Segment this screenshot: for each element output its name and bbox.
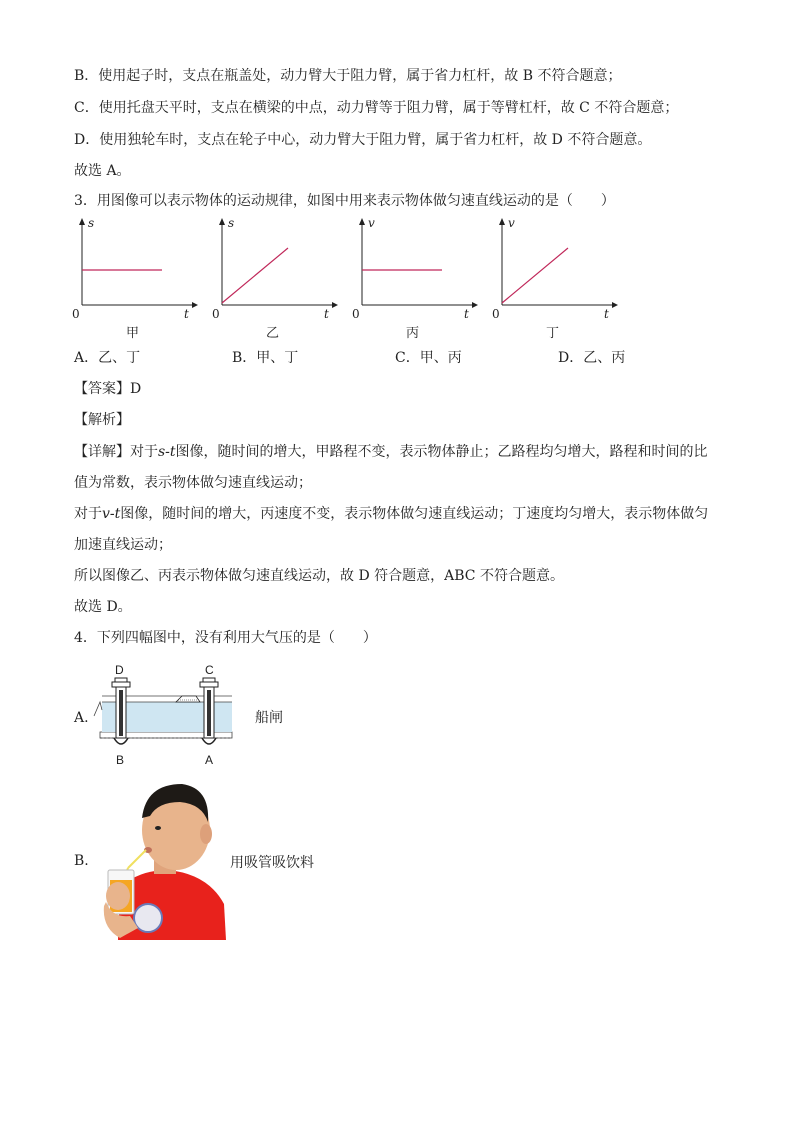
ship-lock-caption: 船闸 — [255, 710, 283, 726]
text-conclusion: 故选 A。 — [74, 163, 131, 179]
lock-label-c: C — [205, 663, 214, 677]
graph-jia — [70, 215, 200, 340]
detail-line-2: 值为常数，表示物体做匀速直线运动； — [74, 475, 312, 491]
q4-option-b-letter[interactable]: B. — [74, 853, 89, 869]
ship-lock-diagram — [92, 662, 242, 770]
graph-jia-origin: 0 — [72, 307, 80, 321]
option-d[interactable]: D．乙、丙 — [558, 350, 626, 366]
graph-jia-xlabel: t — [184, 307, 189, 321]
graph-jia-name: 甲 — [126, 326, 140, 341]
option-a[interactable]: A．乙、丁 — [74, 350, 141, 366]
lock-label-d: D — [115, 663, 124, 677]
graph-ding-line — [502, 248, 568, 303]
graph-bing-name: 丙 — [406, 326, 420, 341]
graph-ding — [490, 215, 620, 340]
detail-line-3: 对于v-t图像，随时间的增大，丙速度不变，表示物体做匀速直线运动；丁速度均匀增大，表示物体做匀 — [74, 506, 709, 522]
option-c[interactable]: C．甲、丙 — [395, 350, 462, 366]
graph-yi — [210, 215, 340, 340]
text-line-c: C．使用托盘天平时，支点在横梁的中点，动力臂等于阻力臂，属于等臂杠杆，故 C 不符合题意； — [74, 100, 679, 116]
analysis-tag: 【解析】 — [74, 412, 130, 428]
graph-ding-name: 丁 — [546, 326, 560, 341]
graph-yi-xlabel: t — [324, 307, 329, 321]
boy-drinking-photo — [98, 778, 228, 940]
question-4-stem: 4．下列四幅图中，没有利用大气压的是（ ） — [74, 630, 377, 646]
graph-ding-xlabel: t — [604, 307, 609, 321]
graph-yi-line — [222, 248, 288, 303]
graph-bing-ylabel: v — [368, 216, 375, 230]
answer-line — [74, 379, 141, 399]
lock-label-b: B — [116, 753, 125, 767]
graph-yi-name: 乙 — [266, 326, 280, 341]
graph-jia-ylabel: s — [88, 216, 95, 230]
detail-line-5: 所以图像乙、丙表示物体做匀速直线运动，故 D 符合题意，ABC 不符合题意。 — [74, 568, 564, 584]
q4-option-a-letter[interactable]: A. — [74, 710, 89, 726]
graph-yi-ylabel: s — [228, 216, 235, 230]
drinking-caption: 用吸管吸饮料 — [230, 855, 314, 871]
graph-bing-origin: 0 — [352, 307, 360, 321]
detail-tag: 【详解】 — [74, 444, 130, 460]
detail-line-6: 故选 D。 — [74, 599, 132, 615]
text-line-d: D．使用独轮车时，支点在轮子中心，动力臂大于阻力臂，属于省力杠杆，故 D 不符合题意。 — [74, 132, 652, 148]
question-3-stem: 3．用图像可以表示物体的运动规律，如图中用来表示物体做匀速直线运动的是（ ） — [74, 193, 615, 209]
answer-value: D — [130, 381, 142, 397]
answer-tag: 【答案】 — [74, 381, 130, 397]
graph-yi-origin: 0 — [212, 307, 220, 321]
text-line-b: B．使用起子时，支点在瓶盖处，动力臂大于阻力臂，属于省力杠杆，故 B 不符合题意； — [74, 68, 622, 84]
detail-line-1: 【详解】对于s-t图像，随时间的增大，甲路程不变，表示物体静止；乙路程均匀增大，路程和时间的比 — [74, 444, 708, 460]
detail-line-4: 加速直线运动； — [74, 537, 172, 553]
graph-ding-ylabel: v — [508, 216, 515, 230]
graph-bing-xlabel: t — [464, 307, 469, 321]
graph-bing — [350, 215, 480, 340]
lock-label-a: A — [205, 753, 214, 767]
option-b[interactable]: B．甲、丁 — [232, 350, 299, 366]
graph-ding-origin: 0 — [492, 307, 500, 321]
